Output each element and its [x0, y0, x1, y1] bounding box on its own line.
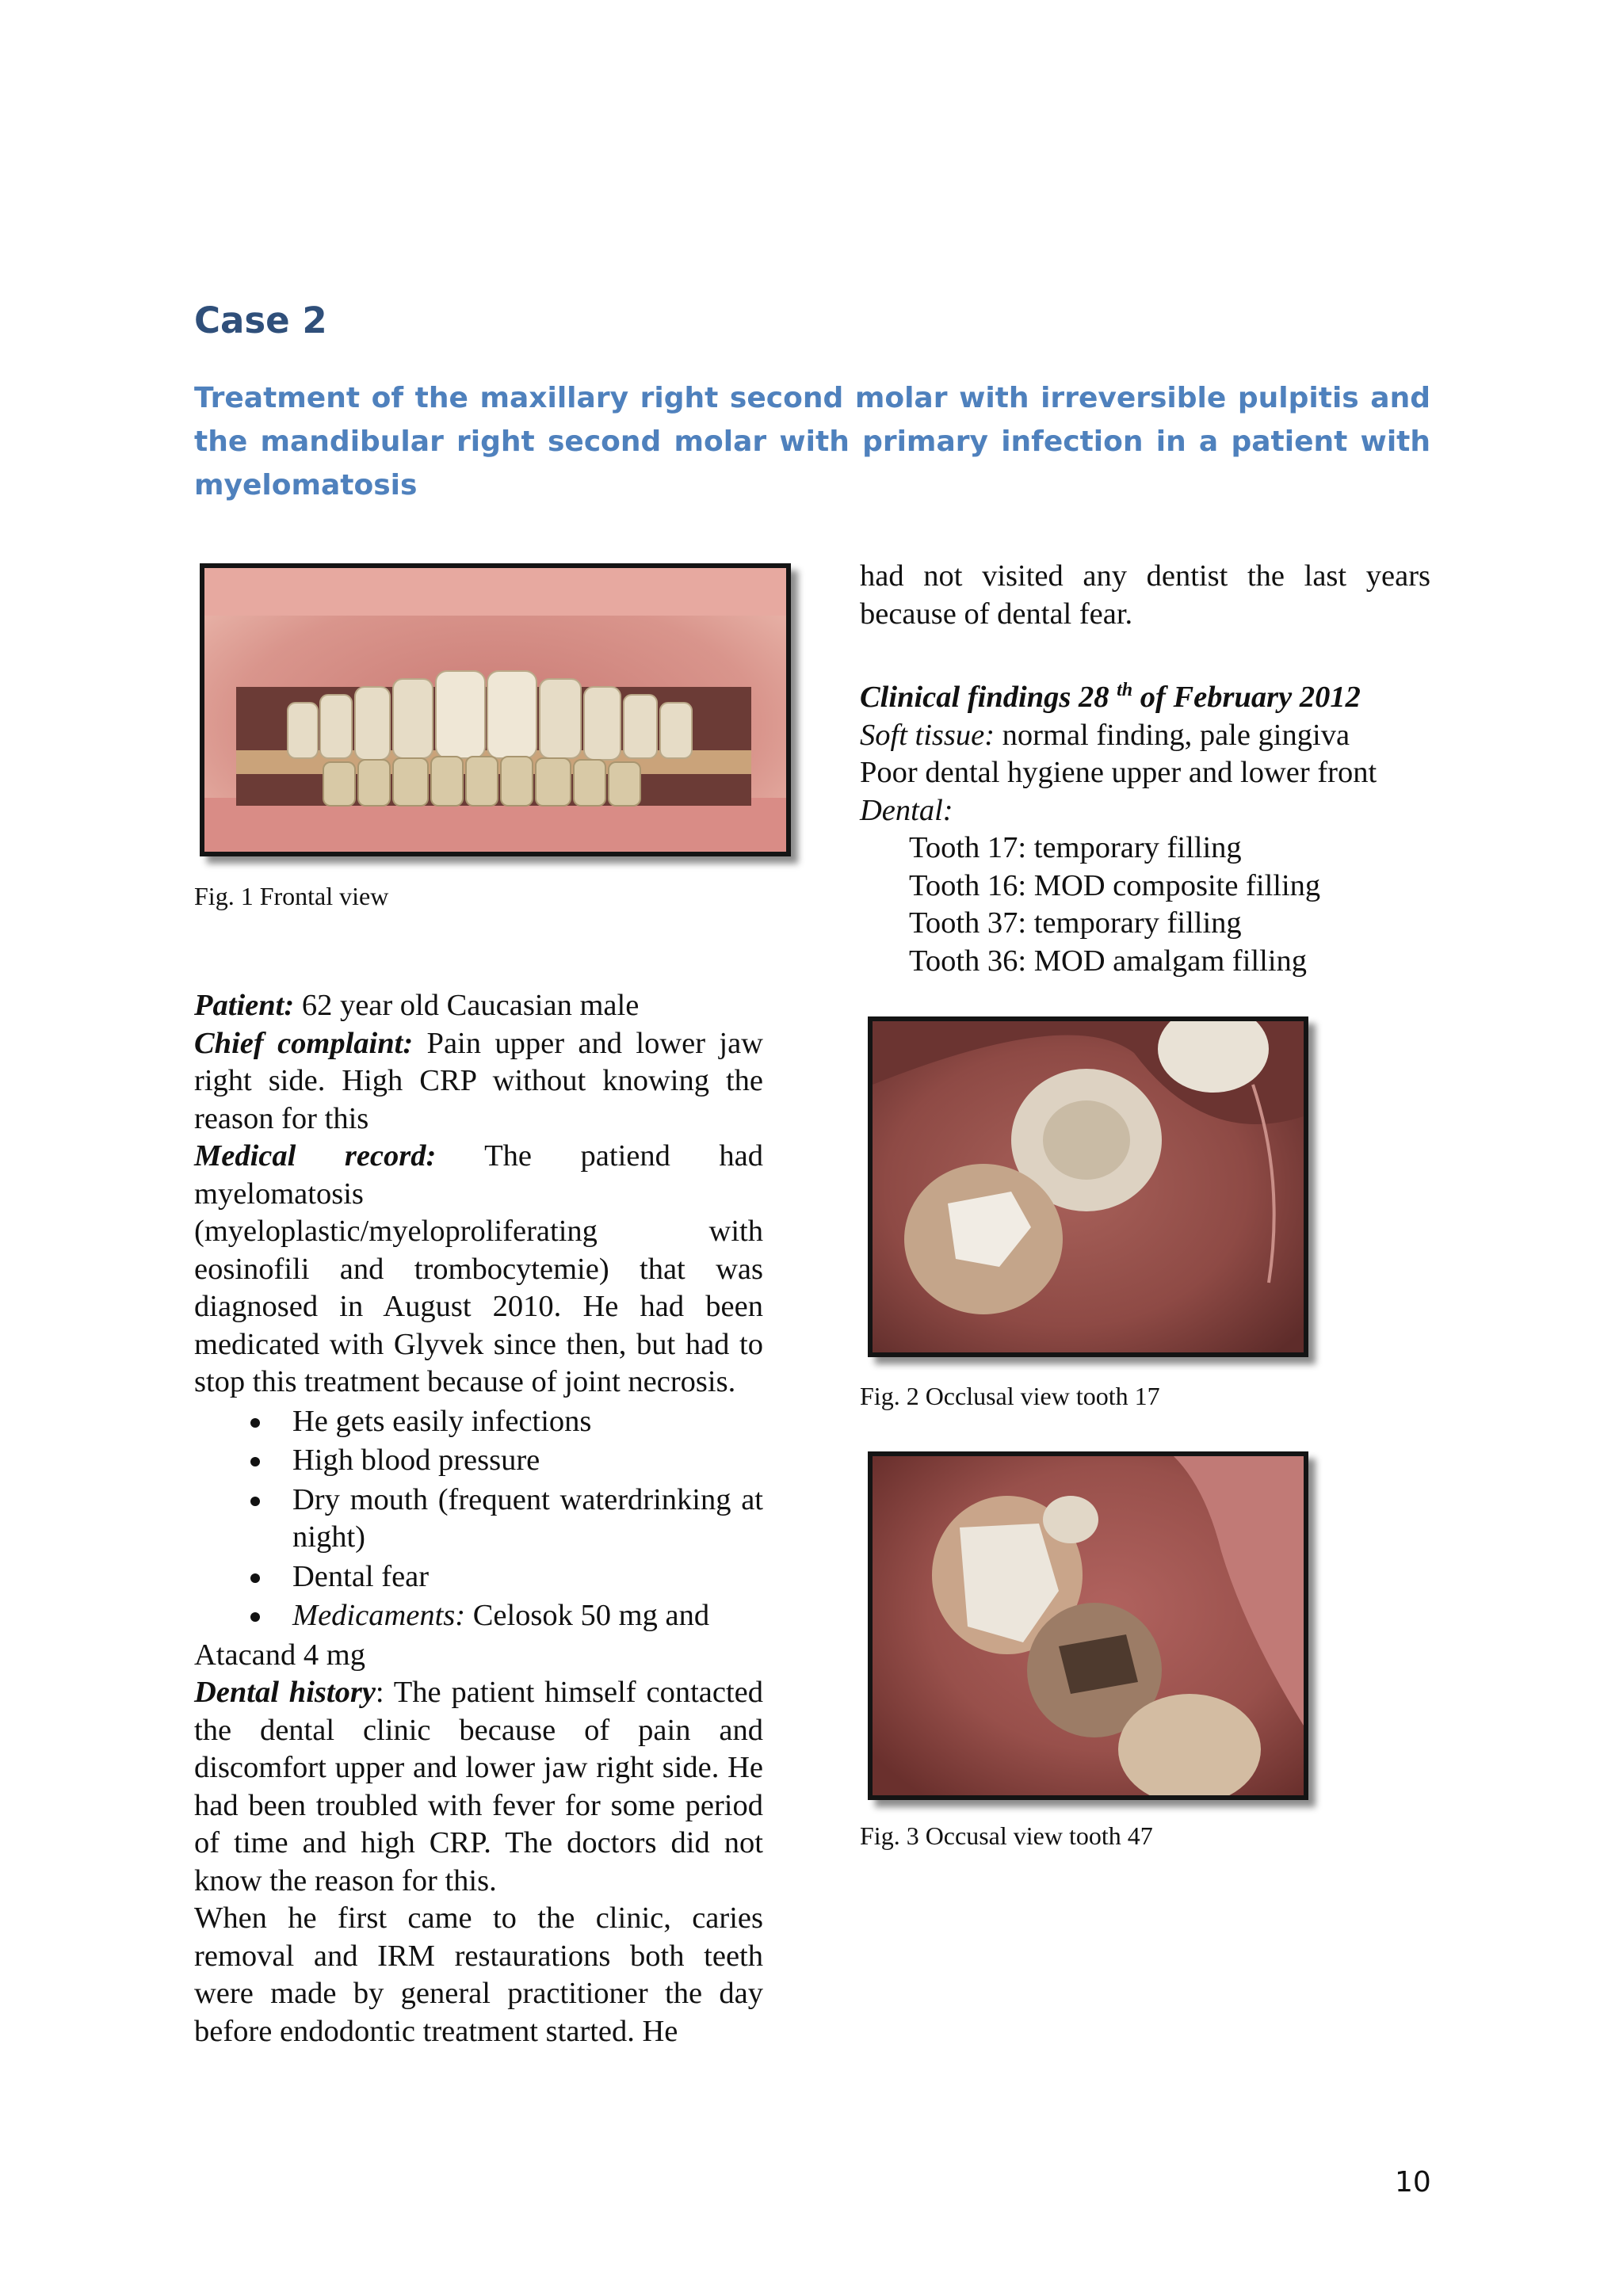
medicaments-continuation: Atacand 4 mg [194, 1638, 365, 1672]
patient-text: 62 year old Caucasian male [294, 989, 640, 1022]
bullet-item: Dry mouth (frequent waterdrinking at night) [194, 1482, 763, 1557]
chief-complaint-paragraph [194, 1025, 763, 1138]
dental-history-paragraph-2: When he first came to the clinic, caries removal and IRM restaurations both teeth were made by general practitioner the day before endodontic treatment started. He [194, 1901, 763, 2048]
soft-tissue-text: normal finding, pale gingiva [995, 718, 1350, 752]
bullet-item: Dental fear [194, 1558, 763, 1596]
left-column [194, 987, 763, 2050]
dental-history-text: : The patient himself contacted the dental clinic because of pain and discomfort upper and lower jaw right side. He had been troubled with fever for some period of time and high CRP. The doctors did not know the reason for this. [194, 1676, 763, 1897]
dental-label-line [860, 792, 1430, 830]
soft-tissue-label: Soft tissue: [860, 718, 995, 752]
chief-complaint-text: Pain upper and lower jaw right side. High CRP without knowing the reason for this [194, 1026, 763, 1135]
figure-2-caption: Fig. 2 Occlusal view tooth 17 [860, 1382, 1160, 1410]
medical-record-bullets [194, 1403, 763, 1635]
tooth-finding: Tooth 36: MOD amalgam filling [909, 944, 1308, 978]
bullet-item: High blood pressure [194, 1442, 763, 1480]
right-column [860, 558, 1430, 980]
medical-record-paragraph [194, 1138, 763, 1402]
clinical-findings-heading [860, 673, 1430, 717]
bullet-item: He gets easily infections [194, 1403, 763, 1441]
page-number: 10 [1395, 2166, 1431, 2199]
dental-history-continuation: had not visited any dentist the last years because of dental fear. [860, 559, 1430, 631]
bullet-item-medicaments [194, 1597, 763, 1635]
occlusal-view-tooth-17-photo [868, 1016, 1308, 1357]
dental-history-label: Dental history [194, 1676, 376, 1709]
frontal-view-photo [200, 563, 791, 856]
patient-label: Patient: [194, 989, 295, 1022]
case-title: Case 2 [194, 299, 327, 341]
soft-tissue-line [860, 717, 1430, 755]
figure-3-caption: Fig. 3 Occusal view tooth 47 [860, 1821, 1153, 1850]
dental-label: Dental: [860, 793, 953, 827]
tooth-finding: Tooth 37: temporary filling [909, 906, 1242, 940]
medicaments-text: Celosok 50 mg and [465, 1599, 710, 1632]
hygiene-line: Poor dental hygiene upper and lower front [860, 756, 1377, 790]
clinical-heading-pre: Clinical findings 28 [860, 681, 1117, 715]
medical-record-text: The patiend had myelomatosis (myeloplastic/myeloproliferating with eosinofili and trombocytemie) that was diagnosed in August 2010. He had been medicated with Glyvek since then, but had to stop this treatment because of joint necrosis. [194, 1139, 763, 1398]
clinical-heading-post: of February 2012 [1132, 681, 1361, 715]
occlusal-view-tooth-47-photo [868, 1451, 1308, 1800]
dental-history-paragraph [194, 1674, 763, 1900]
case-subtitle: Treatment of the maxillary right second molar with irreversible pulpitis and the mandibular right second molar with primary infection in a patient with myelomatosis [194, 382, 1430, 502]
tooth-finding: Tooth 17: temporary filling [909, 831, 1242, 865]
tooth-finding: Tooth 16: MOD composite filling [909, 868, 1321, 902]
chief-complaint-label: Chief complaint: [194, 1026, 414, 1060]
medicaments-label: Medicaments: [292, 1599, 466, 1632]
patient-paragraph [194, 987, 763, 1025]
medical-record-label: Medical record: [194, 1139, 437, 1173]
clinical-heading-sup: th [1117, 680, 1133, 701]
figure-1-caption: Fig. 1 Frontal view [194, 882, 389, 910]
